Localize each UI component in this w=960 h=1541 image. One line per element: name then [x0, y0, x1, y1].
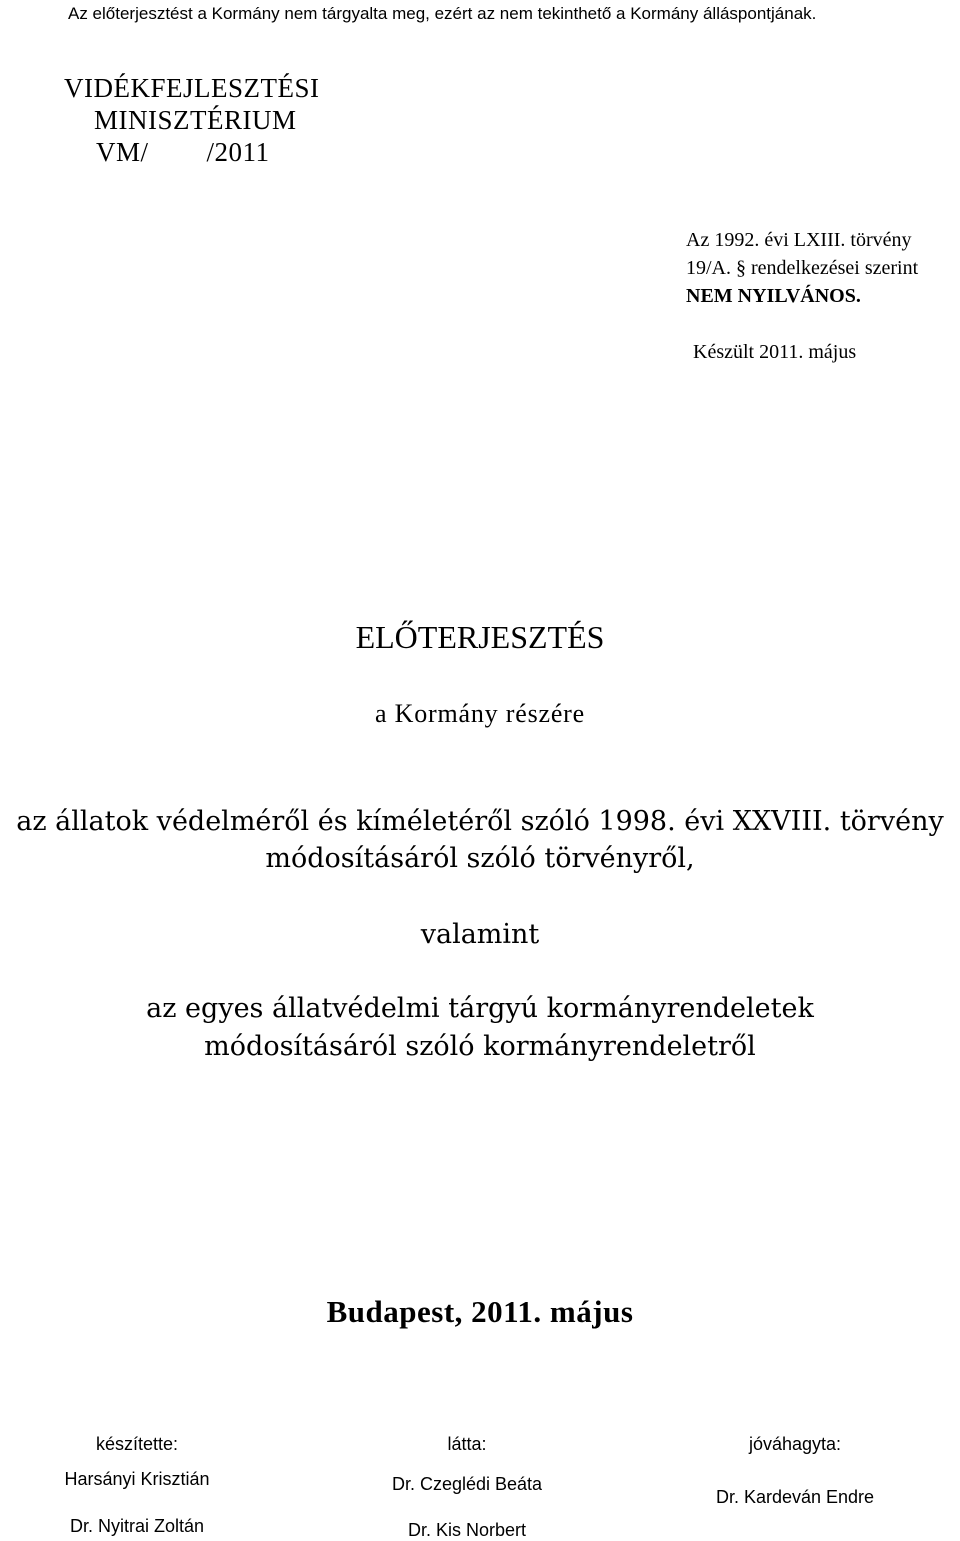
classification-block — [686, 226, 918, 310]
reference-number: VM/ /2011 — [96, 137, 270, 167]
ministry-name-line2: MINISZTÉRIUM — [94, 105, 297, 135]
prepared-date: Készült 2011. május — [693, 341, 857, 363]
header-notice: Az előterjesztést a Kormány nem tárgyalta meg, ezért az nem tekinthető a Kormány álláspontjának. — [68, 4, 817, 23]
subject-line-3: az egyes állatvédelmi tárgyú kormányrendeletek — [146, 993, 814, 1024]
seen-by-name-1: Dr. Czeglédi Beáta — [391, 1474, 543, 1494]
subject-line-1: az állatok védelméről és kíméletéről szóló 1998. évi XXVIII. törvény — [16, 806, 944, 837]
prepared-by-name-2: Dr. Nyitrai Zoltán — [69, 1516, 205, 1536]
seen-by-label: látta: — [447, 1434, 487, 1454]
subject-line-2: módosításáról szóló törvényről, — [265, 843, 695, 874]
prepared-by-name-1: Harsányi Krisztián — [64, 1469, 210, 1489]
classification-line1: Az 1992. évi LXIII. törvény — [686, 229, 912, 251]
document-recipient: a Kormány részére — [375, 699, 585, 728]
prepared-by-label: készítette: — [95, 1434, 179, 1454]
ministry-block — [64, 72, 319, 168]
classification-status: NEM NYILVÁNOS. — [686, 285, 861, 307]
seen-by-name-2: Dr. Kis Norbert — [407, 1520, 527, 1540]
approved-by-name: Dr. Kardeván Endre — [715, 1487, 875, 1507]
ministry-name-line1: VIDÉKFEJLESZTÉSI — [64, 73, 320, 103]
place-and-date: Budapest, 2011. május — [326, 1294, 634, 1329]
approved-by-label: jóváhagyta: — [748, 1434, 842, 1454]
document-title: ELŐTERJESZTÉS — [355, 619, 605, 655]
subject-conjunction: valamint — [420, 919, 540, 950]
classification-line2: 19/A. § rendelkezései szerint — [686, 257, 919, 279]
subject-line-4: módosításáról szóló kormányrendeletről — [204, 1031, 756, 1062]
